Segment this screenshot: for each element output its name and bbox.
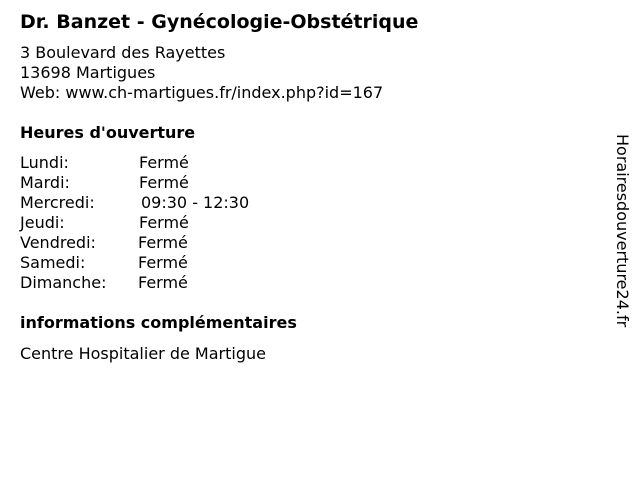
hours-time: 09:30 - 12:30	[141, 193, 250, 212]
address-web: Web: www.ch-martigues.fr/index.php?id=167	[20, 83, 384, 102]
hours-time: Fermé	[138, 273, 188, 292]
info-text: Centre Hospitalier de Martigue	[20, 344, 266, 363]
hours-day: Mercredi:	[20, 193, 95, 212]
hours-day: Jeudi:	[20, 213, 65, 232]
hours-time: Fermé	[138, 253, 188, 272]
info-heading: informations complémentaires	[20, 313, 297, 332]
hours-heading: Heures d'ouverture	[20, 123, 196, 142]
hours-time: Fermé	[139, 153, 189, 172]
hours-day: Lundi:	[20, 153, 69, 172]
hours-day: Mardi:	[20, 173, 70, 192]
hours-day: Vendredi:	[20, 233, 96, 252]
watermark-text: Horairesdouverture24.fr	[613, 134, 632, 328]
address-block	[20, 43, 383, 103]
page-title: Dr. Banzet - Gynécologie-Obstétrique	[20, 11, 419, 33]
hours-time: Fermé	[139, 213, 189, 232]
hours-day: Samedi:	[20, 253, 86, 272]
hours-time: Fermé	[138, 233, 188, 252]
address-street: 3 Boulevard des Rayettes	[20, 43, 226, 62]
address-city: 13698 Martigues	[20, 63, 156, 82]
hours-time: Fermé	[139, 173, 189, 192]
hours-day: Dimanche:	[20, 273, 107, 292]
watermark	[612, 134, 632, 344]
